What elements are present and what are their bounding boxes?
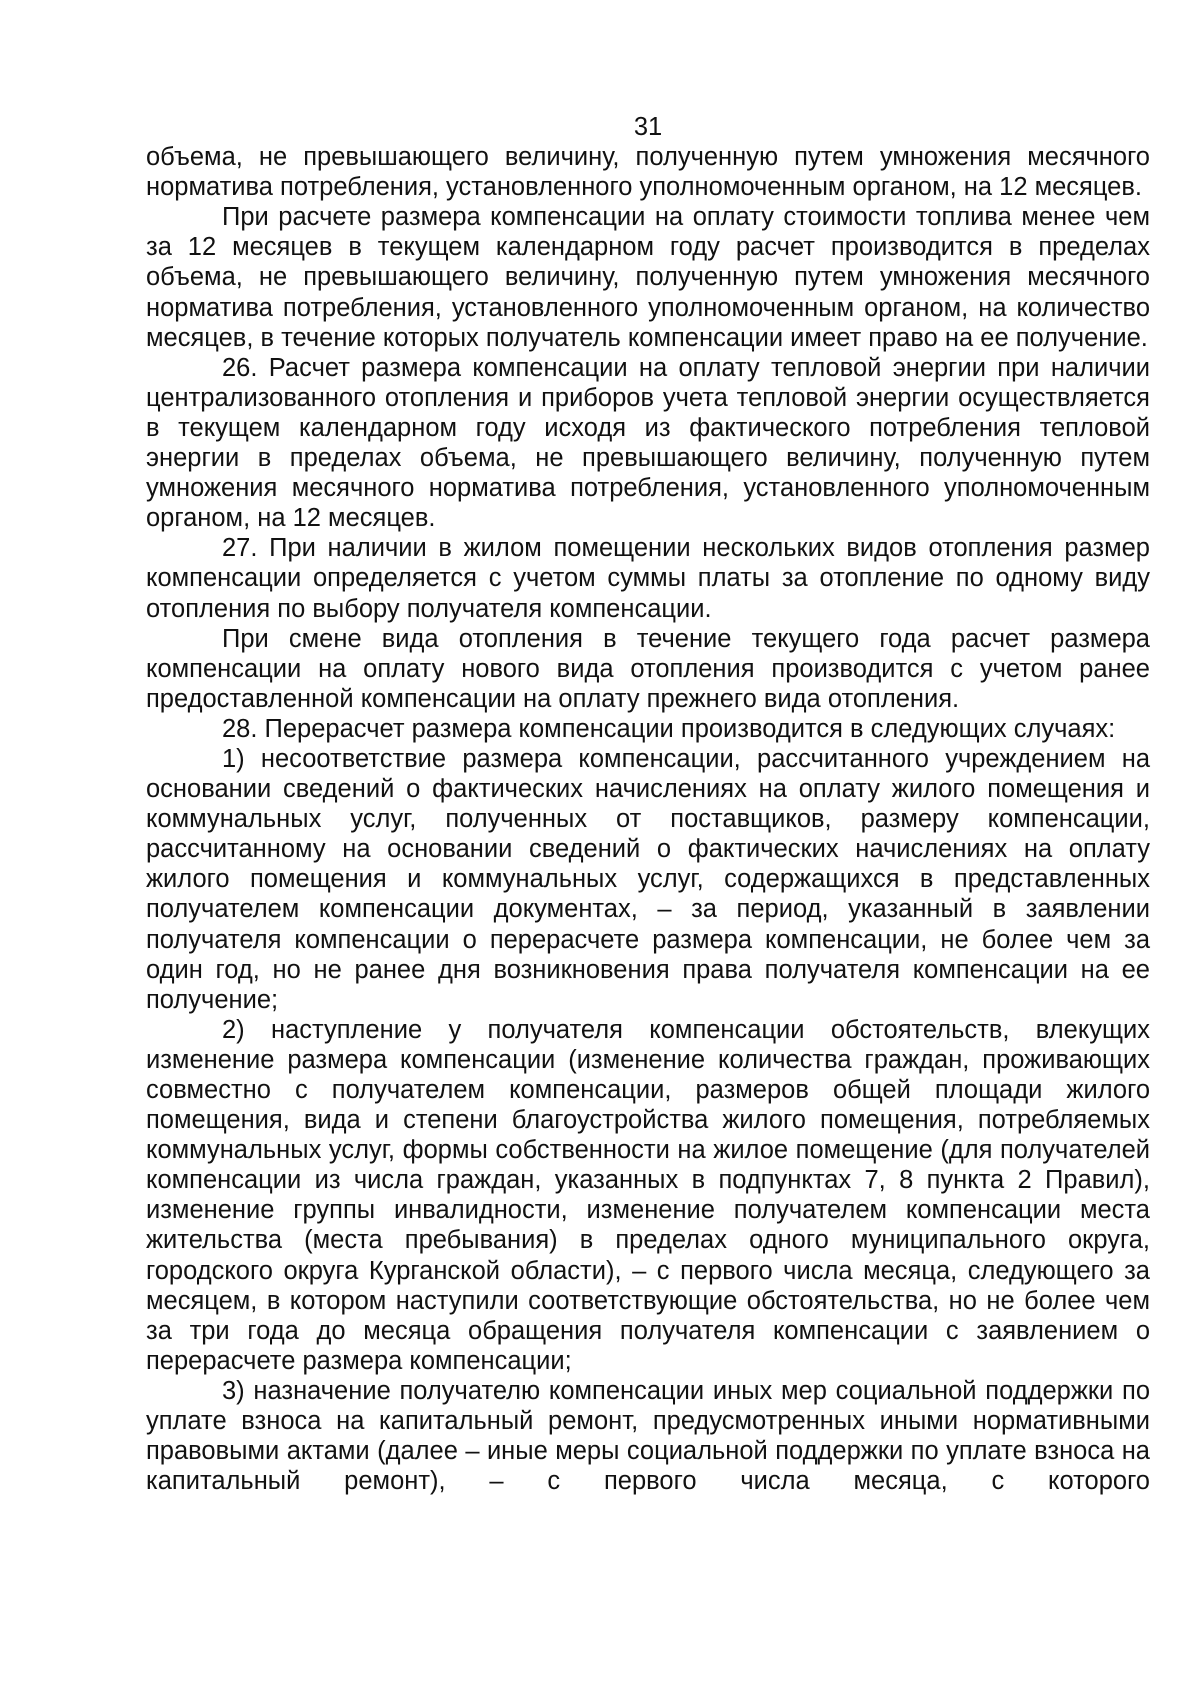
paragraph-item-26: 26. Расчет размера компенсации на оплату тепловой энергии при наличии централизованного отопления и приборов учета тепловой энергии осуществляется в текущем календарном году исходя из фактического потребления тепловой энергии в пределах объема, не превышающего величину, полученную путем умножения месячного норматива потребления, установленного уполномоченным органом, на 12 месяцев. [146, 353, 1150, 533]
paragraph-item-27: 27. При наличии в жилом помещении нескольких видов отопления размер компенсации определяется с учетом суммы платы за отопление по одному виду отопления по выбору получателя компенсации. [146, 534, 1150, 623]
paragraph-subitem-2: 2) наступление у получателя компенсации обстоятельств, влекущих изменение размера компенсации (изменение количества граждан, проживающих совместно с получателем компенсации, размеров общей площади жилого помещения, вида и степени благоустройства жилого помещения, потребляемых коммунальных услуг, формы собственности на жилое помещение (для получателей компенсации из числа граждан, указанных в подпунктах 7, 8 пункта 2 Правил), изменение группы инвалидности, изменение получателем компенсации места жительства (места пребывания) в пределах одного муниципального округа, городского округа Курганской области), – с первого числа месяца, следующего за месяцем, в котором наступили соответствующие обстоятельства, но не более чем за три года до месяца обращения получателя компенсации с заявлением о перерасчете размера компенсации; [146, 1015, 1150, 1375]
paragraph-subitem-3: 3) назначение получателю компенсации иных мер социальной поддержки по уплате взноса на капитальный ремонт, предусмотренных иными нормативными правовыми актами (далее – иные меры социальной поддержки по уплате взноса на капитальный ремонт), – с первого числа месяца, с которого [146, 1376, 1150, 1496]
paragraph-heating-change: При смене вида отопления в течение текущего года расчет размера компенсации на оплату нового вида отопления производится с учетом ранее предоставленной компенсации на оплату прежнего вида отопления. [146, 624, 1150, 713]
document-page [146, 112, 1150, 1496]
page-number: 31 [633, 113, 663, 141]
paragraph-fuel-calculation: При расчете размера компенсации на оплату стоимости топлива менее чем за 12 месяцев в текущем календарном году расчет производится в пределах объема, не превышающего величину, полученную путем умножения месячного норматива потребления, установленного уполномоченным органом, на количество месяцев, в течение которых получатель компенсации имеет право на ее получение. [146, 203, 1150, 352]
paragraph-item-28: 28. Перерасчет размера компенсации производится в следующих случаях: [222, 714, 1116, 743]
paragraph-continuation: объема, не превышающего величину, полученную путем умножения месячного норматива потребления, установленного уполномоченным органом, на 12 месяцев. [146, 143, 1150, 202]
paragraph-subitem-1: 1) несоответствие размера компенсации, рассчитанного учреждением на основании сведений о фактических начислениях на оплату жилого помещения и коммунальных услуг, полученных от поставщиков, размеру компенсации, рассчитанному на основании сведений о фактических начислениях на оплату жилого помещения и коммунальных услуг, содержащихся в представленных получателем компенсации документах, – за период, указанный в заявлении получателя компенсации о перерасчете размера компенсации, не более чем за один год, но не ранее дня возникновения права получателя компенсации на ее получение; [146, 744, 1150, 1014]
